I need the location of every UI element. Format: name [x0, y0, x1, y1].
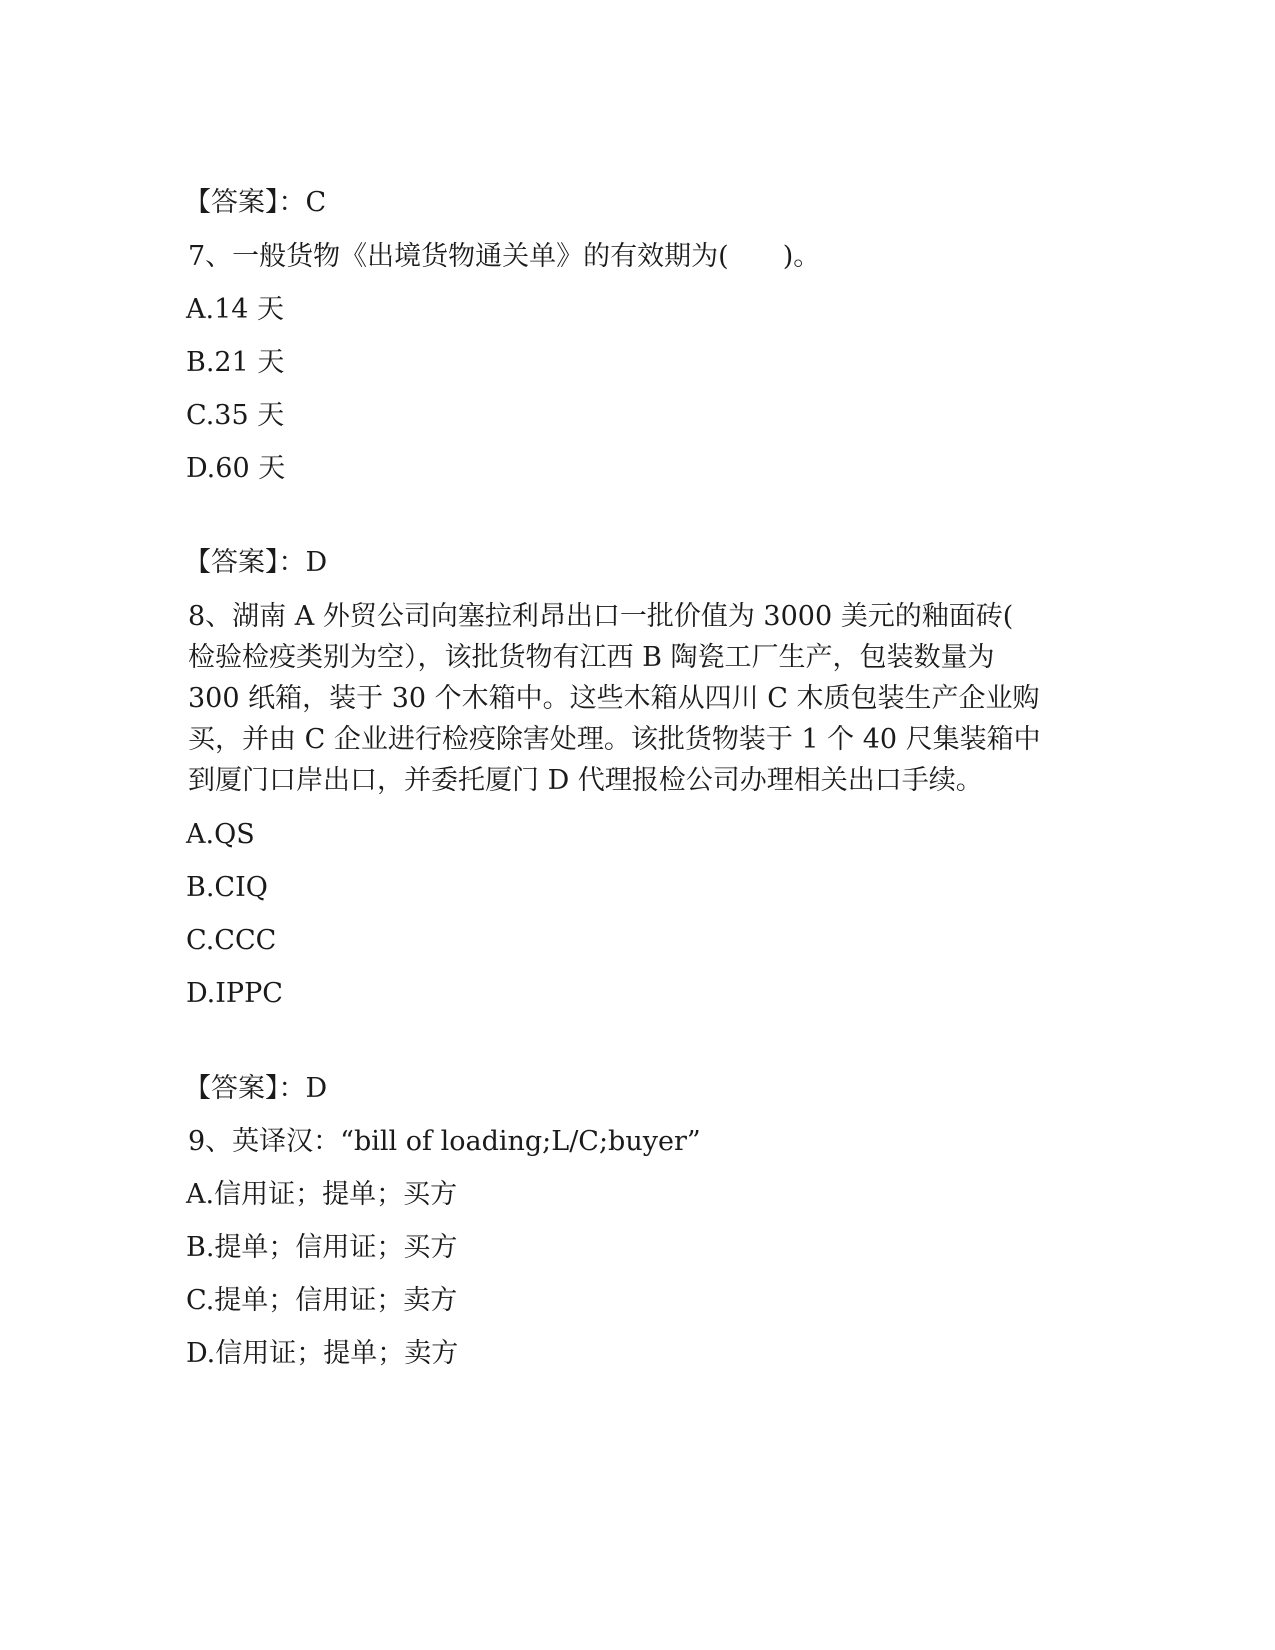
option-b: B.CIQ: [186, 872, 268, 903]
option-c: C.35 天: [186, 400, 285, 431]
answer-line: 【答案】：C: [184, 187, 327, 218]
question-stem: 买，并由 C 企业进行检疫除害处理。该批货物装于 1 个 40 尺集装箱中: [188, 724, 1041, 755]
option-a: A.14 天: [186, 294, 285, 325]
option-a: A.QS: [186, 819, 255, 850]
question-stem: 9、英译汉：“bill of loading;L/C;buyer”: [188, 1126, 701, 1157]
question-stem: 8、湖南 A 外贸公司向塞拉利昂出口一批价值为 3000 美元的釉面砖(: [188, 601, 1014, 632]
question-stem: 300 纸箱，装于 30 个木箱中。这些木箱从四川 C 木质包装生产企业购: [188, 683, 1040, 714]
option-b: B.提单；信用证；买方: [186, 1232, 458, 1263]
option-c: C.提单；信用证；卖方: [186, 1285, 458, 1316]
question-stem: 到厦门口岸出口，并委托厦门 D 代理报检公司办理相关出口手续。: [188, 765, 983, 796]
option-b: B.21 天: [186, 347, 285, 378]
option-c: C.CCC: [186, 925, 277, 956]
answer-line: 【答案】：D: [184, 547, 328, 578]
answer-line: 【答案】：D: [184, 1073, 328, 1104]
option-a: A.信用证；提单；买方: [186, 1179, 458, 1210]
option-d: D.60 天: [186, 453, 286, 484]
question-stem: 检验检疫类别为空），该批货物有江西 B 陶瓷工厂生产，包装数量为: [188, 642, 995, 673]
option-d: D.信用证；提单；卖方: [186, 1338, 459, 1369]
question-stem: 7、一般货物《出境货物通关单》的有效期为( )。: [188, 241, 821, 272]
option-d: D.IPPC: [186, 978, 283, 1009]
